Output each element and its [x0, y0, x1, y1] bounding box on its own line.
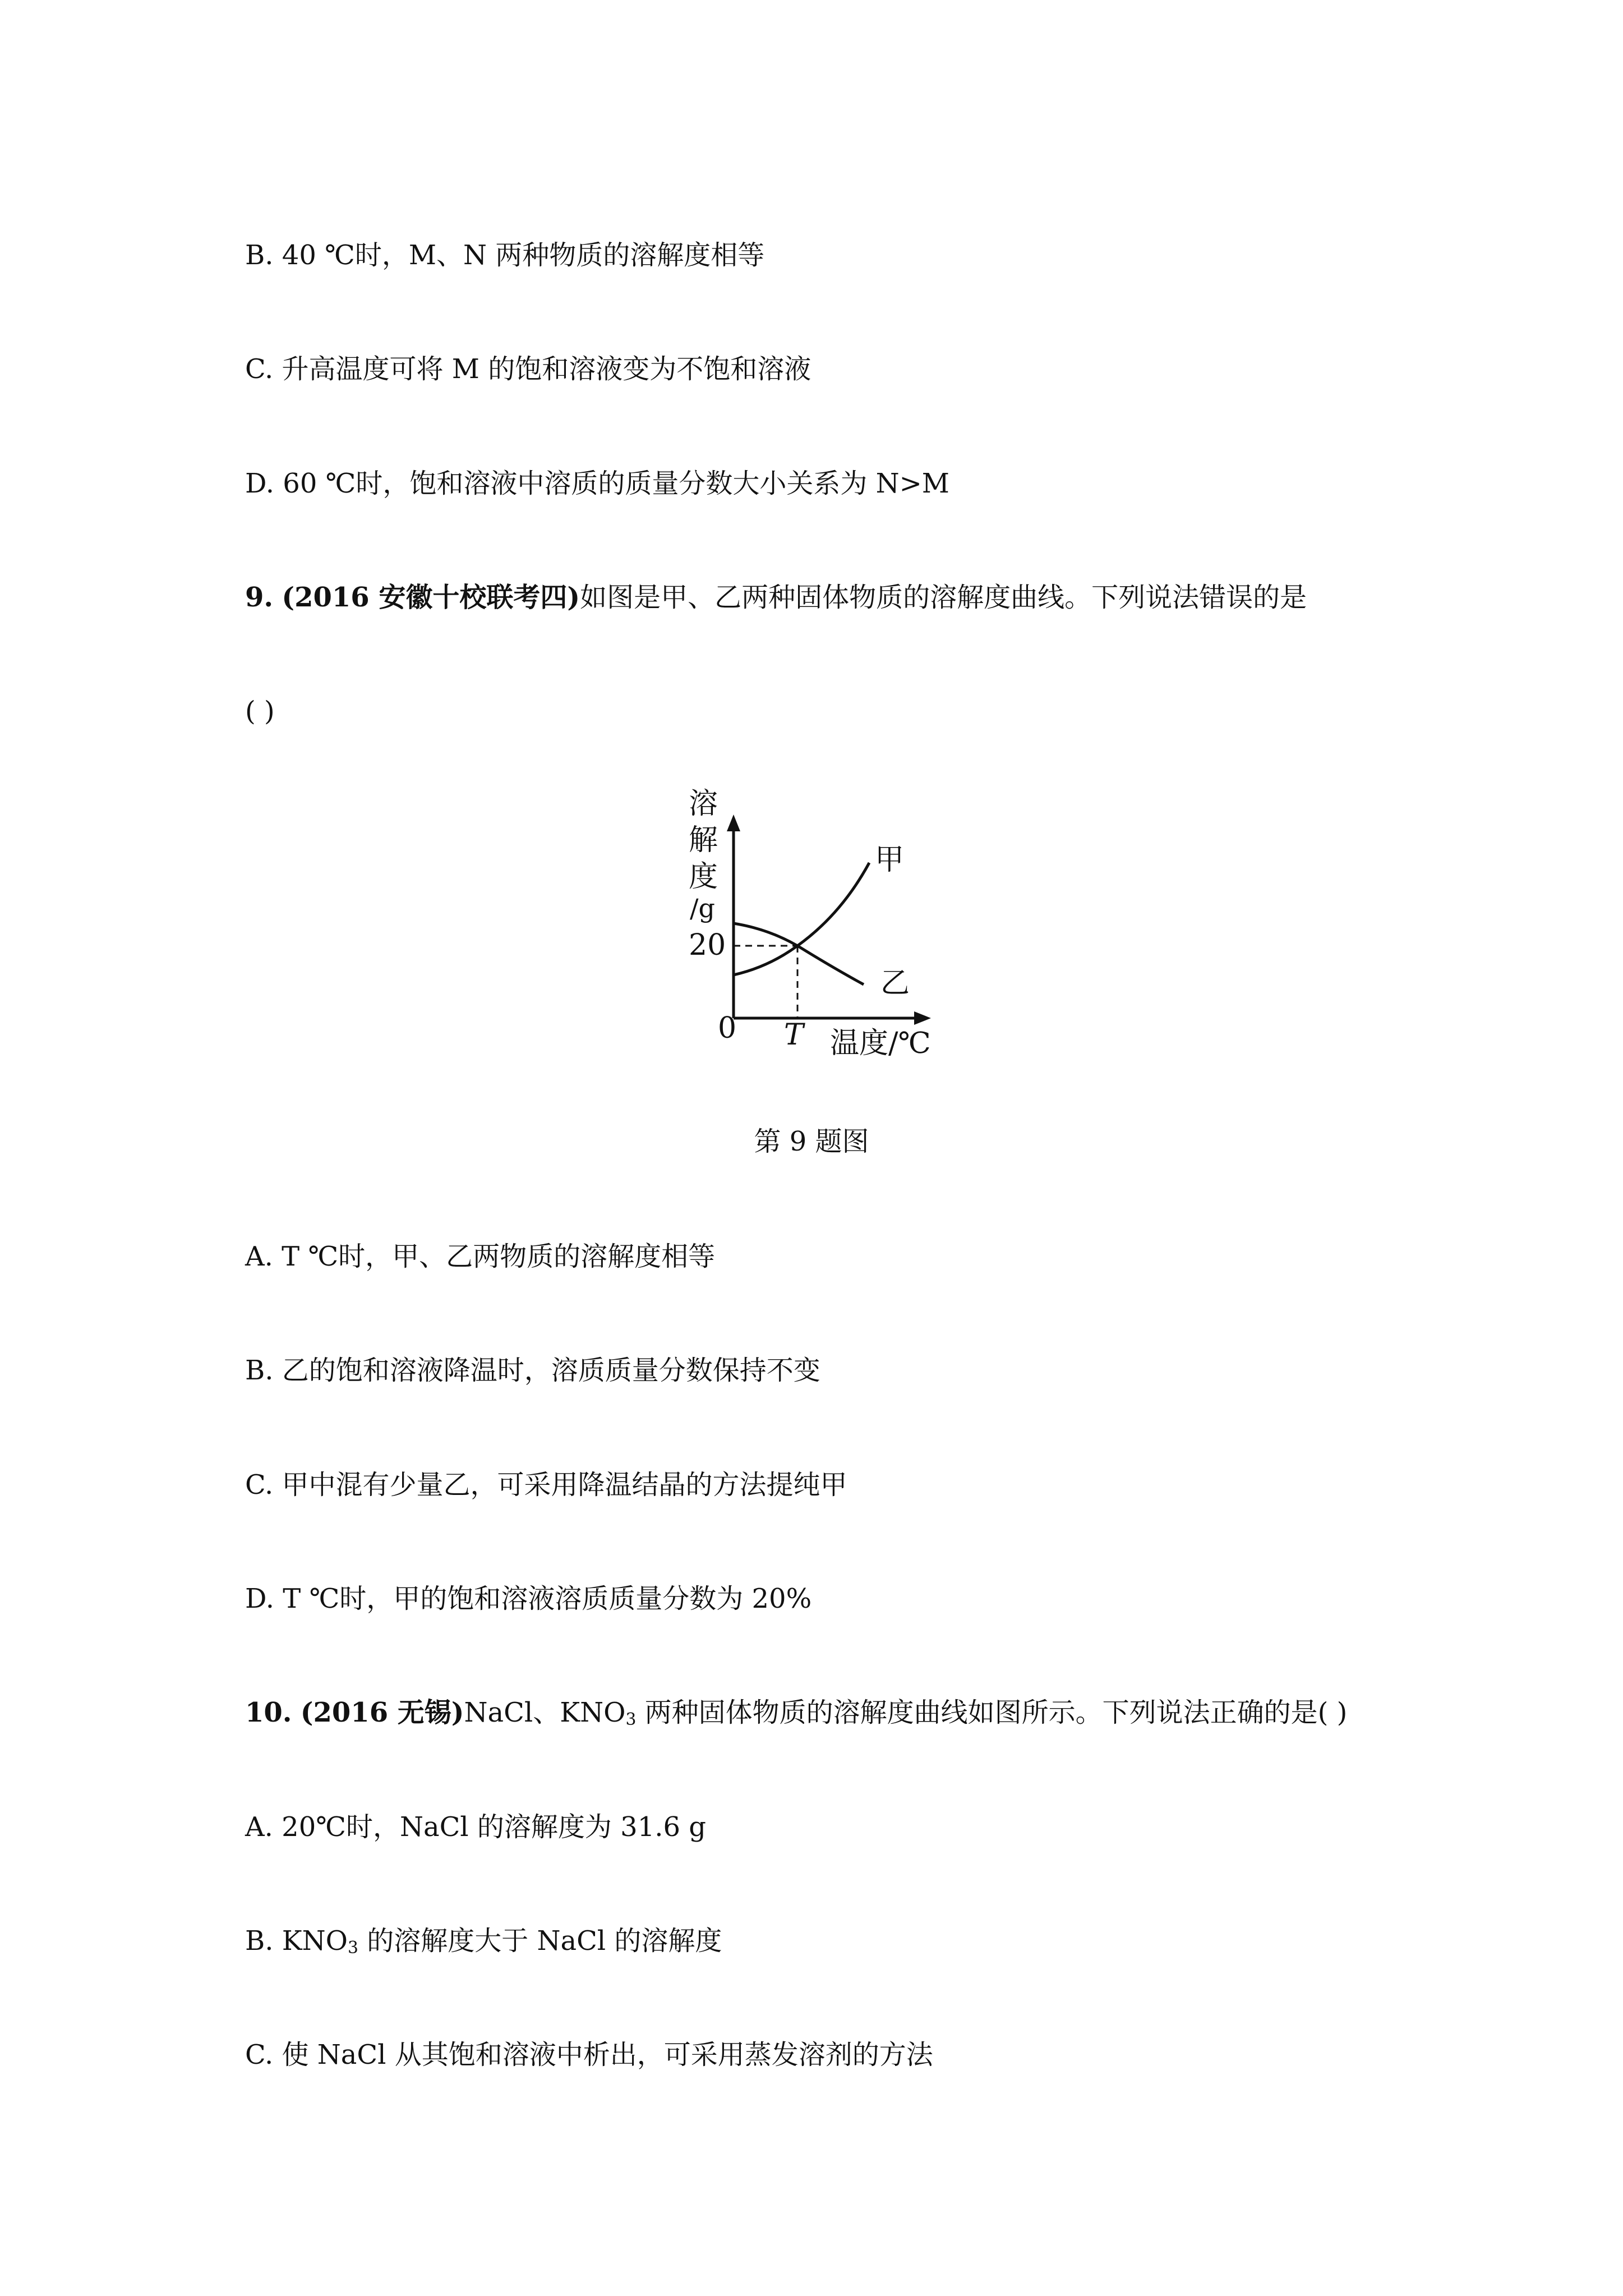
y-label-char-4: /g: [690, 893, 715, 923]
y-label-char-1: 溶: [689, 787, 718, 821]
series-label-yi: 乙: [880, 967, 910, 1000]
question-10-text-before: NaCl、KNO: [464, 1697, 626, 1728]
question-10-stem: [245, 1696, 1347, 1737]
option-9b: B. 乙的饱和溶液降温时，溶质质量分数保持不变: [245, 1355, 820, 1386]
option-8c: C. 升高温度可将 M 的饱和溶液变为不饱和溶液: [245, 353, 811, 385]
solubility-curve-figure: [673, 780, 965, 1071]
y-label-char-2: 解: [689, 823, 718, 857]
y-axis-arrow: [727, 815, 740, 831]
option-10b-subscript: 3: [348, 1938, 358, 1958]
curve-yi: [734, 923, 864, 984]
curve-jia: [734, 863, 869, 975]
option-10b-after: 的溶解度大于 NaCl 的溶解度: [358, 1925, 722, 1957]
question-9-text: 如图是甲、乙两种固体物质的溶解度曲线。下列说法错误的是: [580, 582, 1307, 613]
figure-caption: 第 9 题图: [754, 1126, 869, 1157]
question-9-number: 9.: [245, 582, 274, 613]
option-9c: C. 甲中混有少量乙，可采用降温结晶的方法提纯甲: [245, 1469, 847, 1501]
option-8b: B. 40 ℃时，M、N 两种物质的溶解度相等: [245, 240, 765, 271]
x-tick-t: T: [784, 1018, 804, 1052]
x-axis-label: 温度/℃: [830, 1027, 931, 1060]
option-9a: A. T ℃时，甲、乙两物质的溶解度相等: [245, 1241, 716, 1272]
question-10-subscript: 3: [625, 1709, 637, 1729]
option-10b-before: B. KNO: [245, 1925, 348, 1957]
option-10b: [245, 1924, 722, 1965]
x-axis-arrow: [914, 1011, 931, 1025]
option-10c: C. 使 NaCl 从其饱和溶液中析出，可采用蒸发溶剂的方法: [245, 2039, 933, 2070]
option-10a: A. 20℃时，NaCl 的溶解度为 31.6 g: [245, 1811, 707, 1843]
question-10-text-after: 两种固体物质的溶解度曲线如图所示。下列说法正确的是( ): [636, 1697, 1348, 1728]
series-label-jia: 甲: [875, 843, 905, 877]
option-8d: D. 60 ℃时，饱和溶液中溶质的质量分数大小关系为 N>M: [245, 468, 949, 499]
question-9-blank: ( ): [245, 696, 275, 727]
question-9-source: (2016 安徽十校联考四): [282, 582, 580, 613]
option-9d: D. T ℃时，甲的饱和溶液溶质质量分数为 20%: [245, 1583, 812, 1614]
question-10-number: 10.: [245, 1697, 292, 1728]
question-10-source: (2016 无锡): [300, 1697, 464, 1728]
y-tick-20: 20: [689, 928, 726, 962]
question-9-stem: [245, 581, 1307, 614]
y-label-char-3: 度: [689, 860, 718, 894]
origin-label: 0: [718, 1011, 737, 1045]
